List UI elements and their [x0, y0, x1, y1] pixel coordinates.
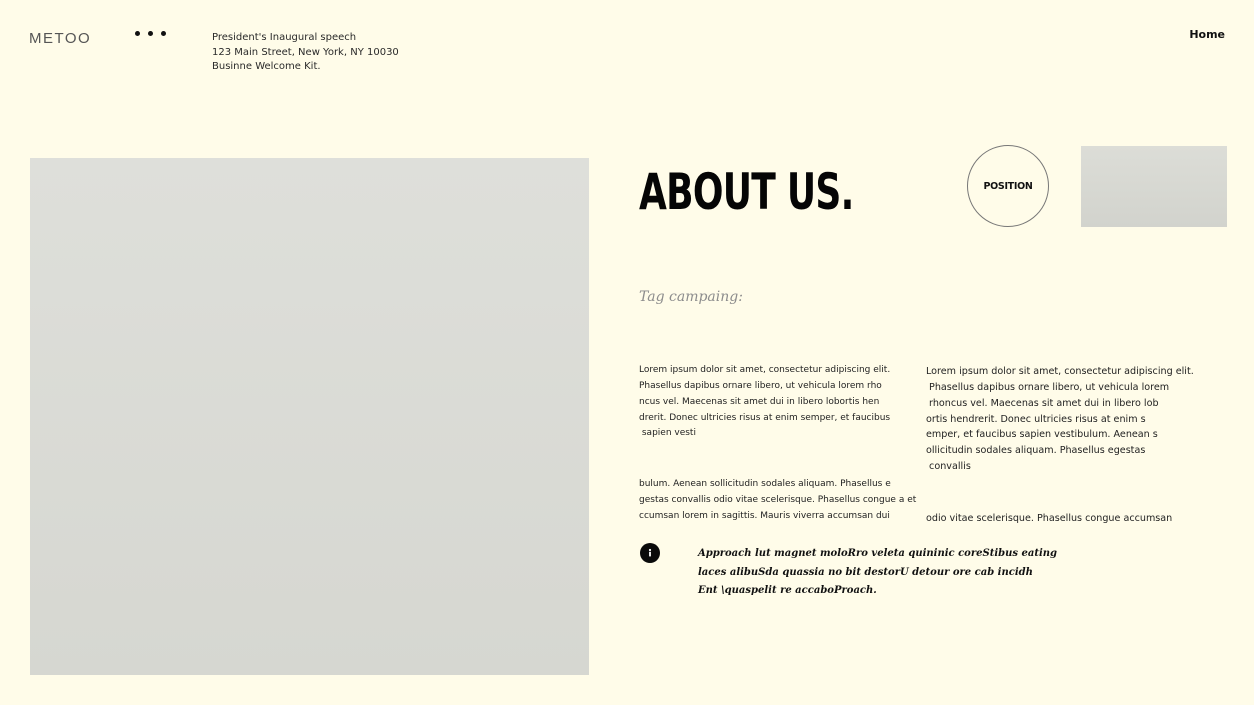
paragraph: odio vitae scelerisque. Phasellus congue accumsan: [926, 512, 1173, 524]
dot: [161, 31, 166, 36]
thumbnail-image: [1081, 146, 1227, 227]
paragraph: bulum. Aenean sollicitudin sodales aliquam. Phasellus e gestas convallis odio vitae scelerisque. Phasellus congue a et ccumsan lorem in sagittis. Mauris viverra accumsan dui: [639, 479, 917, 521]
hero-image: [30, 158, 589, 675]
text-column-right: [926, 332, 1194, 543]
info-icon[interactable]: [640, 543, 660, 563]
more-dots-icon[interactable]: [135, 31, 166, 36]
header-info: [212, 31, 399, 75]
header-info-line: 123 Main Street, New York, NY 10030: [212, 46, 399, 58]
brand-logo[interactable]: METOO: [29, 30, 92, 47]
paragraph: Lorem ipsum dolor sit amet, consectetur adipiscing elit. Phasellus dapibus ornare libero, ut vehicula lorem rho ncus vel. Maecenas sit amet dui in libero lobortis hen drerit. Donec ultricies risus at enim semper, et faucibus sapien vesti: [639, 365, 891, 439]
text-column-left: [639, 332, 916, 540]
info-glyph: [645, 548, 655, 558]
dot: [148, 31, 153, 36]
header-info-line: President's Inaugural speech: [212, 32, 357, 43]
header-info-line: Businne Welcome Kit.: [212, 61, 321, 72]
quote-text: Approach lut magnet moloRro veleta quininic coreStibus eating laces alibuSda quassia no bit destorU detour ore cab incidh Ent \quaspelit re accaboProach.: [698, 548, 1058, 596]
tagline: Tag campaing:: [639, 289, 743, 305]
page-title: ABOUT US.: [639, 163, 854, 221]
paragraph: Lorem ipsum dolor sit amet, consectetur adipiscing elit. Phasellus dapibus ornare libero, ut vehicula lorem rhoncus vel. Maecenas sit amet dui in libero lob ortis hendrerit. Donec ultricies risus at enim s emper, et faucibus sapien vestibulum. Aenean s ollicitudin sodales aliquam. Phasellus egestas convallis: [926, 365, 1194, 473]
position-badge[interactable]: [967, 145, 1049, 227]
nav-home-link[interactable]: Home: [1189, 28, 1225, 41]
dot: [135, 31, 140, 36]
position-badge-label: POSITION: [983, 180, 1033, 192]
